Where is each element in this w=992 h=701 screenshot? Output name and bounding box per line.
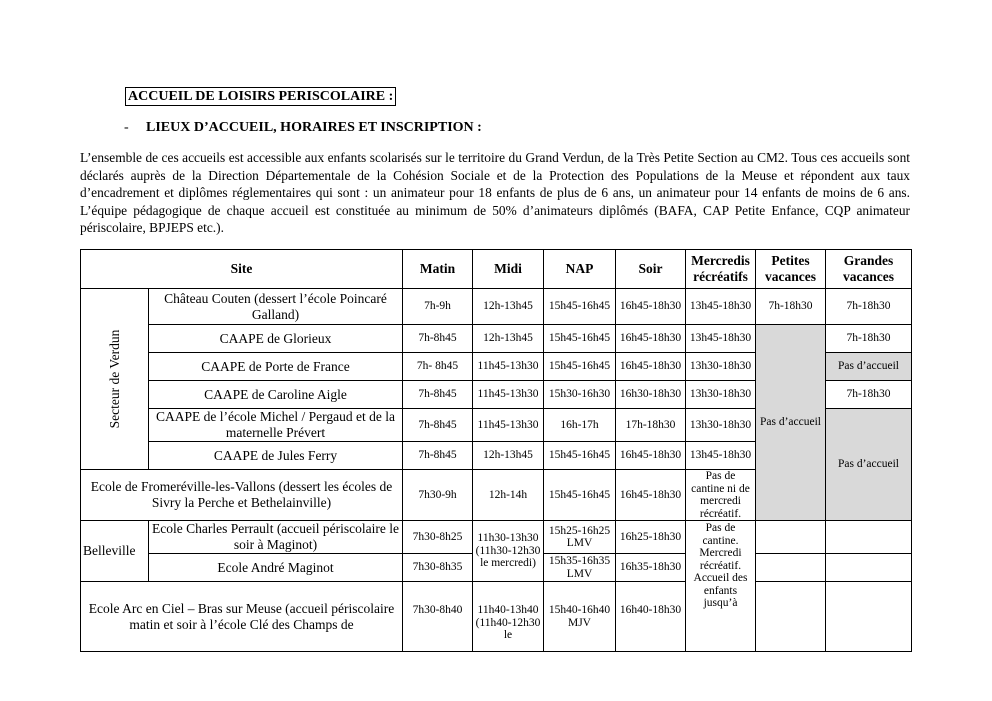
site-cell: Ecole Arc en Ciel – Bras sur Meuse (accueil périscolaire matin et soir à l’école Clé des Champs de [81,582,403,652]
soir-cell: 16h45-18h30 [616,325,686,353]
mercredis-cell: 13h45-18h30 [686,442,756,470]
nap-cell: 15h45-16h45 [544,442,616,470]
mercredis-cell: 13h30-18h30 [686,381,756,409]
grandes-vacances-cell [826,554,912,582]
site-cell: CAAPE de Glorieux [149,325,403,353]
table-row [81,582,912,652]
matin-cell: 7h30-8h25 [403,521,473,554]
midi-cell: 12h-14h [473,470,544,521]
table-row [81,325,912,353]
intro-paragraph: L’ensemble de ces accueils est accessible aux enfants scolarisés sur le territoire du Grand Verdun, de la Très Petite Section au CM2. Tous ces accueils sont déclarés auprès de la Direction Départementale de la Cohésion Sociale et de la Protection des Populations de la Meuse et répondent aux taux d’encadrement et diplômes réglementaires qui sont : un animateur pour 18 enfants de plus de 6 ans, un animateur pour 14 enfants de moins de 6 ans. L’équipe pédagogique de chaque accueil est constituée au minimum de 50% d’animateurs diplômés (BAFA, CAP Petite Enfance, CQP animateur périscolaire, BPJEPS etc.). [80,150,910,235]
group-secteur-verdun-label: Secteur de Verdun [106,329,122,429]
header-nap: NAP [544,250,616,289]
petites-vacances-pas-accueil: Pas d’accueil [756,325,826,521]
header-grandes-vacances: Grandes vacances [826,250,912,289]
group-secteur-verdun [81,289,149,470]
matin-cell: 7h-8h45 [403,442,473,470]
grandes-vacances-cell: 7h-18h30 [826,381,912,409]
midi-cell: 11h40-13h40 (11h40-12h30 le [473,582,544,652]
site-cell: Ecole de Fromeréville-les-Vallons (dessert les écoles de Sivry la Perche et Bethelainville) [81,470,403,521]
bullet-dash: - [124,120,129,135]
mercredis-cell: 13h45-18h30 [686,325,756,353]
soir-cell: 16h30-18h30 [616,381,686,409]
table-row [81,521,912,554]
site-cell: Château Couten (dessert l’école Poincaré Galland) [149,289,403,325]
matin-cell: 7h-8h45 [403,409,473,442]
matin-cell: 7h30-8h35 [403,554,473,582]
matin-cell: 7h30-8h40 [403,582,473,652]
table-row [81,289,912,325]
soir-cell: 16h45-18h30 [616,289,686,325]
nap-cell: 15h25-16h25 LMV [544,521,616,554]
nap-cell: 15h30-16h30 [544,381,616,409]
nap-cell: 16h-17h [544,409,616,442]
soir-cell: 17h-18h30 [616,409,686,442]
site-cell: CAAPE de Porte de France [149,353,403,381]
matin-cell: 7h-8h45 [403,381,473,409]
site-cell: CAAPE de Jules Ferry [149,442,403,470]
belleville-mercredis-cell: Pas de cantine. Mercredi récréatif. Accueil des enfants jusqu’à [686,521,756,652]
midi-cell: 11h45-13h30 [473,409,544,442]
soir-cell: 16h25-18h30 [616,521,686,554]
midi-cell: 11h45-13h30 [473,381,544,409]
soir-cell: 16h40-18h30 [616,582,686,652]
grandes-vacances-pas-accueil: Pas d’accueil [826,409,912,521]
nap-cell: 15h45-16h45 [544,470,616,521]
petites-vacances-cell [756,521,826,554]
midi-cell: 12h-13h45 [473,442,544,470]
group-belleville: Belleville [81,521,149,582]
nap-cell: 15h35-16h35 LMV [544,554,616,582]
mercredis-cell: 13h30-18h30 [686,353,756,381]
belleville-midi-cell: 11h30-13h30 (11h30-12h30 le mercredi) [473,521,544,582]
header-matin: Matin [403,250,473,289]
section-heading: ACCUEIL DE LOISIRS PERISCOLAIRE : [125,87,396,106]
sub-heading-text: LIEUX D’ACCUEIL, HORAIRES ET INSCRIPTION : [146,120,482,135]
nap-cell: 15h45-16h45 [544,325,616,353]
grandes-vacances-cell: 7h-18h30 [826,289,912,325]
site-cell: Ecole Charles Perrault (accueil périscolaire le soir à Maginot) [149,521,403,554]
mercredis-cell: Pas de cantine ni de mercredi récréatif. [686,470,756,521]
matin-cell: 7h30-9h [403,470,473,521]
petites-vacances-cell [756,554,826,582]
matin-cell: 7h-8h45 [403,325,473,353]
grandes-vacances-cell: Pas d’accueil [826,353,912,381]
petites-vacances-cell: 7h-18h30 [756,289,826,325]
header-mercredis: Mercredis récréatifs [686,250,756,289]
grandes-vacances-cell: 7h-18h30 [826,325,912,353]
site-cell: CAAPE de l’école Michel / Pergaud et de la maternelle Prévert [149,409,403,442]
nap-cell: 15h40-16h40 MJV [544,582,616,652]
header-site: Site [81,250,403,289]
header-midi: Midi [473,250,544,289]
header-petites-vacances: Petites vacances [756,250,826,289]
site-cell: Ecole André Maginot [149,554,403,582]
grandes-vacances-cell [826,521,912,554]
petites-vacances-cell [756,582,826,652]
soir-cell: 16h45-18h30 [616,353,686,381]
matin-cell: 7h- 8h45 [403,353,473,381]
nap-cell: 15h45-16h45 [544,353,616,381]
table-header-row [81,250,912,289]
nap-cell: 15h45-16h45 [544,289,616,325]
midi-cell: 11h45-13h30 [473,353,544,381]
matin-cell: 7h-9h [403,289,473,325]
soir-cell: 16h45-18h30 [616,442,686,470]
midi-cell: 12h-13h45 [473,289,544,325]
sub-heading [124,119,482,136]
soir-cell: 16h35-18h30 [616,554,686,582]
midi-cell: 12h-13h45 [473,325,544,353]
site-cell: CAAPE de Caroline Aigle [149,381,403,409]
mercredis-cell: 13h30-18h30 [686,409,756,442]
mercredis-cell: 13h45-18h30 [686,289,756,325]
soir-cell: 16h45-18h30 [616,470,686,521]
header-soir: Soir [616,250,686,289]
schedule-table [80,249,912,652]
grandes-vacances-cell [826,582,912,652]
